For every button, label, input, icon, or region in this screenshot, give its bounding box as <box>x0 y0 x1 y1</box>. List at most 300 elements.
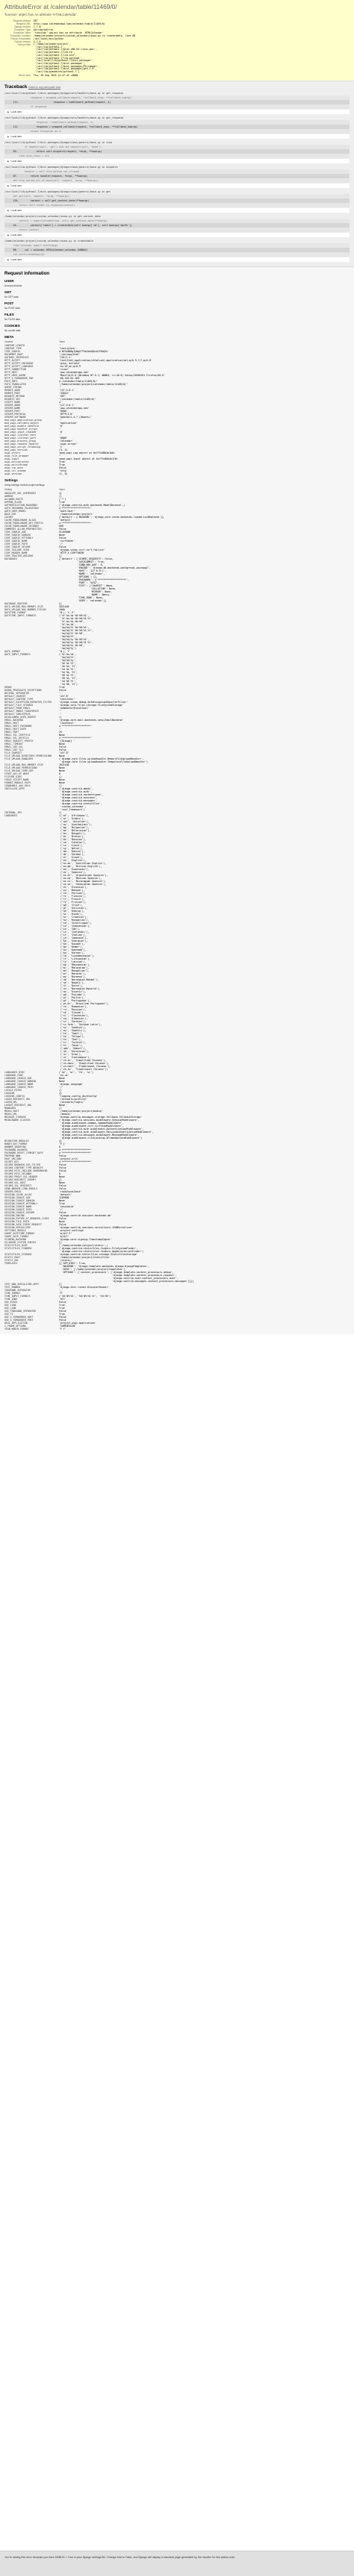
settings-row-value-text: None <box>59 1219 65 1223</box>
frame-context-before[interactable]: handler = self.http_method_not_allowed <box>4 169 350 174</box>
settings-row-value-text: None <box>59 1198 65 1202</box>
frame-context-before[interactable]: def get(self, request, *args, **kwargs): <box>4 194 350 198</box>
expand-triangle-icon: ▶ <box>7 134 10 138</box>
meta-row-value-text: 'www.calendarapp.com' <box>59 370 90 374</box>
meta-row-key: HTTP_HOST <box>4 370 18 374</box>
settings-row-key: DISALLOWED_USER_AGENTS <box>4 715 37 719</box>
settings-row-key: SEND_BROKEN_LINK_EMAILS <box>4 1187 38 1190</box>
summary-meta-value: /home/calendar/project/custom_calendar/views.py in createtable, line 88 <box>33 34 136 37</box>
local-vars-toggle[interactable] <box>4 257 350 262</box>
settings-row-key: DEBUG_PROPAGATE_EXCEPTIONS <box>4 688 42 692</box>
meta-row-value-text: 'www.calendarapp.com' <box>59 406 90 410</box>
traceback-frame <box>4 190 350 213</box>
frame-context-before[interactable]: context = super(CalendarView, self).get_context_data(**kwargs) <box>4 219 350 223</box>
meta-row-key: wsgi.version <box>4 472 22 475</box>
settings-row-key: CSRF_COOKIE_NAME <box>4 539 28 543</box>
settings-row-key: EMAIL_USE_SSL <box>4 745 23 748</box>
settings-row-value-text: None <box>59 781 65 784</box>
frames-list <box>4 92 350 262</box>
settings-row-value <box>59 557 350 602</box>
settings-row-key: X_FRAME_OPTIONS <box>4 1324 26 1328</box>
settings-row-value-text: 'utf-8' <box>59 751 69 754</box>
settings-row-value-text: 'F Y' <box>59 1327 66 1331</box>
local-vars-label: Local vars <box>10 257 22 261</box>
meta-row-value-text: '0' <box>59 424 63 428</box>
settings-row-value-text: 'django.contrib.messages.storage.fallback.FallbackStorage' <box>59 1115 143 1119</box>
settings-row-value-text: False <box>59 1222 66 1226</box>
summary-meta-value: AttributeError <box>33 28 54 31</box>
settings-row-key: USE_TZ <box>4 1312 13 1316</box>
settings-row-key: DECIMAL_SEPARATOR <box>4 691 29 695</box>
settings-row-value-text: None <box>59 533 65 537</box>
local-vars-toggle[interactable] <box>4 208 350 213</box>
settings-row-value-text: 'en-us' <box>59 1073 69 1077</box>
settings-row-value-text: '/' <box>59 542 63 545</box>
expand-triangle-icon: ▶ <box>7 184 10 187</box>
settings-row-value-text: [] <box>59 554 62 557</box>
settings-row-key: DATABASE_ROUTERS <box>4 601 28 605</box>
meta-row-key: HTTP_X_FORWARDED_FOR <box>4 376 34 380</box>
settings-row-value-text: [] <box>59 601 62 605</box>
settings-row-value-text: True <box>59 1303 65 1307</box>
settings-row-value-text: 'P' <box>59 1291 63 1295</box>
settings-row-value-text: 'sessionid' <box>59 1204 75 1208</box>
settings-row-key: CACHE_MIDDLEWARE_KEY_PREFIX <box>4 521 43 525</box>
settings-row-value-text: False <box>59 1163 66 1166</box>
settings-row-key: STATICFILES_FINDERS <box>4 1246 32 1250</box>
meta-row-key: mod_wsgi.application_group <box>4 418 42 422</box>
settings-row-key: SECURE_SSL_REDIRECT <box>4 1184 32 1187</box>
settings-row-value-text: ('django.contrib.staticfiles.finders.FileSystemFinder', 'django.contrib.staticfiles.finders.AppDirectoriesFinder') <box>59 1246 144 1253</box>
settings-row-value-text: () <box>59 494 62 498</box>
meta-row-value-text: (3, 4) <box>59 448 68 451</box>
settings-row-key: TEST_NON_SERIALIZED_APPS <box>4 1282 40 1286</box>
settings-row-key: AUTHENTICATION_BACKENDS <box>4 503 38 507</box>
local-vars-label: Local vars <box>10 134 22 138</box>
meta-row-value-text: '127.0.0.1' <box>59 388 75 392</box>
meta-row-value-text: 'close' <box>59 367 69 371</box>
settings-row-value-text: 'm/d/Y P' <box>59 1231 72 1235</box>
meta-row-key: mod_wsgi.process_group <box>4 439 37 443</box>
settings-row-key: FIRST_DAY_OF_WEEK <box>4 772 29 775</box>
settings-row-value-text: None <box>59 1079 65 1083</box>
settings-row-key: CSRF_FAILURE_VIEW <box>4 548 29 551</box>
settings-row-value-text: False <box>59 1154 66 1157</box>
settings-row-value-text: False <box>59 745 66 748</box>
meta-row <box>4 472 350 475</box>
settings-row-key: FILE_UPLOAD_TEMP_DIR <box>4 769 34 772</box>
settings-row-key: CSRF_COOKIE_DOMAIN <box>4 533 31 537</box>
settings-row-key: CSRF_HEADER_NAME <box>4 551 28 554</box>
settings-row-key: ABSOLUTE_URL_OVERRIDES <box>4 491 37 495</box>
error-title-prefix: AttributeError at <box>4 3 51 10</box>
settings-row-key: DATETIME_FORMAT <box>4 610 26 614</box>
settings-row-value-text: False <box>59 1187 66 1190</box>
settings-row-value-text: 1000 <box>59 607 65 611</box>
settings-row-value-text: 'django.views.debug.SafeExceptionReporterFilter' <box>59 700 128 704</box>
settings-row-key: TIME_ZONE <box>4 1297 18 1301</box>
settings-row-key: SESSION_COOKIE_NAME <box>4 1204 32 1208</box>
settings-row-key: TEMPLATES <box>4 1261 18 1265</box>
settings-row-value-text: ('django.core.files.uploadhandler.MemoryFileUploadHandler', 'django.core.files.uploadhandler.TemporaryFileUploadHandler') <box>59 757 148 763</box>
meta-row-key: PATH_TRANSLATED <box>4 382 26 386</box>
local-vars-toggle[interactable] <box>4 110 350 114</box>
frame-context-before[interactable]: response = middleware_method(request, e) <box>4 120 350 125</box>
settings-row-value-text: False <box>59 1300 66 1304</box>
settings-row-key: CSRF_COOKIE_PATH <box>4 542 28 545</box>
settings-row-value-text: 'django.core.files.storage.FileSystemStorage' <box>59 703 124 707</box>
frame-context-before[interactable]: from calendar import monthrange <box>4 243 350 248</box>
settings-row-key: FILE_CHARSET <box>4 751 22 754</box>
traceback-frame <box>4 166 350 188</box>
meta-row-key: mod_wsgi.listener_port <box>4 436 37 440</box>
frame-location: /home/calendar/project/custom_calendar/views.py in createtable <box>4 239 93 243</box>
meta-row-value-text: u'WfGx8N8gJyWq1TT9xUxkAQOcbCf8hQZs' <box>59 349 110 353</box>
settings-row-key: DATA_UPLOAD_MAX_MEMORY_SIZE <box>4 604 43 608</box>
summary-meta-key: Exception Value: <box>13 31 31 34</box>
local-vars-label: Local vars <box>10 233 22 237</box>
settings-row-value-text: 'webmaster@localhost' <box>59 706 90 710</box>
settings-row-value-text: 'HTTP_X_CSRFTOKEN' <box>59 551 85 554</box>
frame-context-after[interactable]: def http_method_not_allowed(self, request, *args, **kwargs): <box>4 178 350 183</box>
frame-location: /usr/local/lib/python2.7/dist-packages/django/core/handlers/base.py in get_response <box>4 116 124 119</box>
settings-row-value-text: '' <box>59 727 62 731</box>
settings-row-key: CSRF_COOKIE_AGE <box>4 530 26 534</box>
settings-row-key: EMAIL_TIMEOUT <box>4 742 23 745</box>
settings-row-value-text: False <box>59 1309 66 1313</box>
settings-row-key: STATIC_ROOT <box>4 1255 21 1259</box>
settings-row-key: SECURE_HSTS_INCLUDE_SUBDOMAINS <box>4 1169 48 1172</box>
frame-context-after[interactable]: except Exception as e: <box>4 129 350 134</box>
meta-row-key: wsgi.run_once <box>4 466 23 469</box>
meta-row-key: GATEWAY_INTERFACE <box>4 355 29 359</box>
summary-meta-key: Python Executable: <box>10 37 31 40</box>
settings-row-value-text: {} <box>59 1091 62 1095</box>
settings-row <box>4 814 350 1071</box>
settings-row-key: SESSION_COOKIE_HTTPONLY <box>4 1201 38 1205</box>
summary-meta-value: 1.7.8 <box>33 25 41 28</box>
meta-row-value-text: 'wsgi-script' <box>59 442 78 446</box>
python-path-label: Python Path: <box>17 43 31 46</box>
meta-row-value-text: '' <box>59 427 62 431</box>
settings-row-key: SESSION_SERIALIZER <box>4 1225 31 1229</box>
frame-context-after[interactable]: return self.render_to_response(context) <box>4 203 350 207</box>
settings-row-value-text: '/accounts/login/' <box>59 1100 85 1104</box>
frame-context-line: 111. response = wrapped_callback(request, *callback_args, **callback_kwargs) <box>4 125 350 129</box>
settings-row-value-text: False <box>59 1166 66 1169</box>
settings-row-key: SESSION_FILE_PATH <box>4 1219 29 1223</box>
settings-row-value-text: 'django.contrib.sessions.serializers.JSONSerializer' <box>59 1225 134 1229</box>
settings-row-key: USE_I18N <box>4 1303 16 1307</box>
settings-row-key: LOCALE_PATHS <box>4 1088 22 1092</box>
expand-triangle-icon: ▶ <box>7 233 10 237</box>
settings-row-key: LOGIN_URL <box>4 1100 18 1104</box>
settings-row-key: NUMBER_GROUPING <box>4 1145 26 1148</box>
settings-module-note: Using settings module project.settings <box>4 483 45 487</box>
settings-row-value-text: 'project.wsgi.application' <box>59 1321 96 1325</box>
summary-meta-key: Python Version: <box>14 40 31 43</box>
settings-row-key: EMAIL_HOST <box>4 721 19 725</box>
settings-row-value-text: True <box>59 1306 65 1310</box>
settings-row-key: SECRET_KEY <box>4 1160 19 1163</box>
switch-view-link[interactable]: Switch to copy-and-paste view <box>28 85 61 89</box>
settings-row-key: USE_X_FORWARDED_PORT <box>4 1318 34 1322</box>
meta-row-value-text: '43810' <box>59 391 69 395</box>
settings-row-key: SECURE_PROXY_SSL_HEADER <box>4 1175 38 1178</box>
frame-location: /usr/local/lib/python2.7/dist-packages/django/views/generic/base.py in view <box>4 140 112 144</box>
settings-row-key: WSGI_APPLICATION <box>4 1321 28 1325</box>
meta-row-key: mod_wsgi.script_reloading <box>4 445 40 448</box>
settings-row-value-text: '' <box>59 712 62 716</box>
settings-row-key: SECURE_BROWSER_XSS_FILTER <box>4 1163 40 1166</box>
settings-row-value-text: ('%H:%M:%S', '%H:%M:%S.%f', '%H:%M') <box>59 1294 111 1298</box>
local-vars-label: Local vars <box>10 184 22 187</box>
frame-context-after[interactable]: cal.setfirstweekday(6) <box>4 252 350 257</box>
settings-row-value-text: None <box>59 1181 65 1184</box>
meta-row-key: CSRF_COOKIE <box>4 349 21 353</box>
meta-row-key: wsgi.errors <box>4 451 21 454</box>
settings-row-value-text: False <box>59 527 66 531</box>
frame-context-after[interactable]: view.view_class = cls <box>4 154 350 158</box>
settings-row-value-text: u'********************' <box>59 506 93 510</box>
settings-row-value-text: 'default' <box>59 518 72 522</box>
settings-row-value-text: 600 <box>59 524 63 528</box>
settings-row-key: CSRF_TRUSTED_ORIGINS <box>4 554 34 557</box>
settings-row-key: USE_ETAGS <box>4 1300 18 1304</box>
settings-row-key: EMAIL_BACKEND <box>4 718 23 722</box>
settings-row-value-text: 'logging.config.dictConfig' <box>59 1094 98 1098</box>
settings-row-value-text: False <box>59 1184 66 1187</box>
frame-context-line: 44. context['table'] = createtable(self.kwargs['id'], self.kwargs['month']) <box>4 223 350 228</box>
settings-row-value-text: None <box>59 1076 65 1080</box>
meta-row-value-text: '/var/www/html' <box>59 352 81 356</box>
meta-row-value-text: 'HTTP/1.0' <box>59 412 74 416</box>
settings-row-value-text: 31449600 <box>59 530 71 534</box>
get-heading: GET <box>4 290 12 294</box>
settings-row-value-text: 'text/html' <box>59 697 75 701</box>
request-info-section <box>0 267 354 1334</box>
meta-row-value-text: u'' <box>59 400 63 404</box>
settings-row-key: MEDIA_ROOT <box>4 1109 19 1113</box>
local-vars-toggle[interactable] <box>4 233 350 237</box>
summary-meta-value: http://www.calendarapp.com/calendar/table/11469/0/ <box>33 22 105 25</box>
meta-row-value-text: True <box>59 463 65 466</box>
settings-row-value-text: ['*'] <box>59 497 66 501</box>
settings-row-value-text: False <box>59 545 66 548</box>
settings-row-key: STATICFILES_STORAGE <box>4 1252 32 1256</box>
settings-row-key: DEFAULT_FROM_EMAIL <box>4 706 31 710</box>
meta-row-value-text: <mod_wsgi.Input object at 0x7f3c88d4e1f0> <box>59 457 118 460</box>
settings-row-key: EMAIL_HOST_USER <box>4 727 26 731</box>
meta-row-value-text: '' <box>59 433 62 437</box>
meta-heading: META <box>4 334 14 339</box>
settings-row-key: DEFAULT_FILE_STORAGE <box>4 703 34 707</box>
frame-context-after[interactable]: if response: <box>4 104 350 109</box>
settings-row-key: DEFAULT_INDEX_TABLESPACE <box>4 709 40 713</box>
local-vars-toggle[interactable] <box>4 184 350 188</box>
meta-row-value-text: 'gzip, deflate' <box>59 361 81 365</box>
meta-row-key: SERVER_PROTOCOL <box>4 412 26 416</box>
settings-row-key: SECURE_SSL_HOST <box>4 1181 26 1184</box>
meta-row-key: HTTP_CONNECTION <box>4 367 26 371</box>
summary-meta-key: Request Method: <box>13 19 31 22</box>
settings-row-value-text: 'default' <box>59 1192 72 1196</box>
settings-row-key: LOGIN_REDIRECT_URL <box>4 1097 31 1101</box>
settings-row-key: EMAIL_SSL_CERTFILE <box>4 733 31 737</box>
settings-row-value-text: False <box>59 688 66 692</box>
frame-context-before[interactable]: if hasattr(self, 'get') and not hasattr(self, 'head'): <box>4 145 350 149</box>
meta-row-key: SERVER_NAME <box>4 406 21 410</box>
post-heading: POST <box>4 301 14 305</box>
settings-row-key: SETTINGS_MODULE <box>4 1228 26 1232</box>
meta-row-value-text: '/home/calendar/project/calendar/table/11469/0/' <box>59 382 128 386</box>
server-time-value: Thu, 28 Aug 2016 14:47:42 +0000 <box>33 73 78 77</box>
settings-row-value <box>59 1119 350 1139</box>
settings-row-key: YEAR_MONTH_FORMAT <box>4 1327 29 1331</box>
settings-row-value-text: 'root@localhost' <box>59 1189 82 1193</box>
frame-location: /usr/local/lib/python2.7/dist-packages/django/views/generic/base.py in get <box>4 190 111 193</box>
settings-row-value-text: '.' <box>59 691 63 695</box>
settings-row-key: APPEND_SLASH <box>4 500 22 504</box>
traceback-section <box>0 81 354 267</box>
expand-triangle-icon: ▶ <box>7 159 10 163</box>
exception-value: 'function' object has no attribute 'HTMLCalendar' <box>4 13 77 16</box>
settings-row-value-text: {'default': {'ATOMIC_REQUESTS': False, 'AUTOCOMMIT': True, 'CONN_MAX_AGE': 0, 'ENGINE': 'django.db.backends.postgresql_psycopg2', 'HOST': '127.0.0.1', 'NAME': 'calendar', 'OPTIONS': {}, 'PASSWORD': u'********************', 'PORT': '5432', 'TEST': {'CHARSET': None, 'COLLATION': None, 'MIRROR': None, 'NAME': None}, 'TIME_ZONE': None, 'USER': 'calendar'}} <box>59 557 151 602</box>
settings-row-key: SESSION_COOKIE_AGE <box>4 1195 31 1199</box>
settings-row-value-text: ('he', 'ar', 'fa', 'ur') <box>59 1070 94 1074</box>
settings-row-key: MIDDLEWARE_CLASSES <box>4 1118 31 1122</box>
settings-row-value-text: 'auth.User' <box>59 509 75 513</box>
meta-row-key: wsgi.url_scheme <box>4 469 26 472</box>
settings-row-value-text: '[Django] ' <box>59 739 75 743</box>
meta-row-value-text: 'application' <box>59 421 78 425</box>
settings-row-key: BASE_DIR <box>4 512 16 516</box>
frame-location: /usr/local/lib/python2.7/dist-packages/django/views/generic/base.py in dispatch <box>4 165 118 169</box>
traceback-frame <box>4 215 350 237</box>
meta-row-value-text: True <box>59 460 65 463</box>
meta-row-value-text: '' <box>59 418 62 422</box>
meta-row-value-text: 'calendar' <box>59 439 74 443</box>
settings-row-key: ROOT_URLCONF <box>4 1157 22 1160</box>
meta-row-value-text: u'/calendar/table/11469/0/' <box>59 379 98 383</box>
meta-row-key: PATH_INFO <box>4 379 18 383</box>
meta-row-key: mod_wsgi.request_handler <box>4 442 40 446</box>
settings-row-value-text: () <box>59 775 62 778</box>
frame-context-after[interactable]: return context <box>4 228 350 232</box>
settings-row-key: TIME_INPUT_FORMATS <box>4 1294 31 1298</box>
frame-location: /usr/local/lib/python2.7/dist-packages/django/core/handlers/base.py in get_response <box>4 91 124 95</box>
settings-row <box>4 757 350 763</box>
settings-row-value-text: u'********************' <box>59 1160 93 1163</box>
meta-row-key: CONTENT_LENGTH <box>4 343 25 347</box>
meta-row-value-text: (1, 0) <box>59 472 68 475</box>
settings-row-key: SIGNING_BACKEND <box>4 1237 26 1241</box>
settings-row-key: FILE_UPLOAD_DIRECTORY_PERMISSIONS <box>4 754 52 757</box>
settings-row-value-text: True <box>59 1312 65 1316</box>
local-vars-toggle[interactable] <box>4 134 350 139</box>
settings-row-value-text: 'utf-8' <box>59 694 69 698</box>
settings-row-key: SHORT_DATETIME_FORMAT <box>4 1231 35 1235</box>
settings-row-key: IGNORABLE_404_URLS <box>4 784 31 787</box>
settings-row-key: SILENCED_SYSTEM_CHECKS <box>4 1240 37 1244</box>
meta-row-value-text: 'Mozilla/5.0 (Windows NT 6.1; WOW64; rv:40.0) Gecko/20100101 Firefox/40.0' <box>59 373 166 377</box>
local-vars-label: Local vars <box>10 208 22 212</box>
settings-row-key: AUTH_USER_MODEL <box>4 509 26 513</box>
settings-row-value <box>59 653 350 686</box>
settings-row-value-text: '/home/calendar/project/media/' <box>59 1109 104 1113</box>
settings-row-key: STATICFILES_DIRS <box>4 1243 28 1247</box>
meta-row-value-text: '' <box>59 343 62 347</box>
settings-row-key: DEFAULT_EXCEPTION_REPORTER_FILTER <box>4 700 52 704</box>
settings-row-key: USE_X_FORWARDED_HOST <box>4 1315 34 1319</box>
settings-row-key: SESSION_COOKIE_DOMAIN <box>4 1198 35 1202</box>
frame-context-before[interactable]: response = wrapped_callback(request, *callback_args, **callback_kwargs) <box>4 96 350 100</box>
settings-row <box>4 1247 350 1253</box>
settings-row-key: STATIC_URL <box>4 1258 19 1262</box>
settings-row-value-text: 'django.contrib.sessions.backends.db' <box>59 1213 113 1217</box>
local-vars-label: Local vars <box>10 159 22 163</box>
settings-row-value-text: True <box>59 500 65 504</box>
settings-row-value-text: [] <box>59 1178 62 1181</box>
settings-row-key: LOGGING <box>4 1091 15 1095</box>
post-value: No POST data <box>4 306 20 310</box>
settings-row <box>4 653 350 686</box>
settings-row-value-text: '/accounts/profile/' <box>59 1097 88 1101</box>
meta-row-value-text: 'en-US,en;q=0.5' <box>59 364 82 368</box>
settings-setting-header: Setting <box>4 487 12 491</box>
settings-row-value-text: 'django.core.mail.backends.smtp.EmailBackend' <box>59 718 124 722</box>
settings-row-value-text: None <box>59 1103 65 1107</box>
traceback-frame <box>4 141 350 163</box>
frame-location: /home/calendar/project/custom_calendar/views.py in get_context_data <box>4 214 101 218</box>
frame-context-line: 154. context = self.get_context_data(**kwargs) <box>4 198 350 203</box>
settings-table <box>4 488 350 1331</box>
settings-row-value-text: 'SAMEORIGIN' <box>59 1324 77 1328</box>
settings-row-value-text: None <box>59 754 65 757</box>
settings-row-value-text: u'********************' <box>59 1148 93 1151</box>
local-vars-toggle[interactable] <box>4 159 350 163</box>
settings-row-key: PASSWORD_RESET_TIMEOUT_DAYS <box>4 1151 43 1154</box>
settings-row-value-text: None <box>59 778 65 781</box>
settings-row-key: SECURE_REDIRECT_EXEMPT <box>4 1178 37 1181</box>
settings-value-header: Value <box>59 487 65 491</box>
settings-row-key: LANGUAGE_COOKIE_DOMAIN <box>4 1079 37 1083</box>
settings-row-value-text: 'project.settings' <box>59 1228 85 1232</box>
meta-row-value-text: '' <box>59 454 62 457</box>
settings-row-key: INTERNAL_IPS <box>4 810 22 814</box>
settings-row-value-text: u'********************' <box>59 1151 93 1154</box>
meta-row-key: SERVER_SOFTWARE <box>4 415 26 419</box>
settings-row-value-text: ',' <box>59 1288 63 1292</box>
meta-variable-header: Variable <box>4 340 13 343</box>
settings-row-key: CSRF_COOKIE_SECURE <box>4 545 31 548</box>
settings-row-value-text: u'********************' <box>59 736 93 740</box>
summary-meta-value: /usr/local/bin/python <box>33 37 64 40</box>
settings-row-value-text: False <box>59 1318 66 1322</box>
settings-row-value-text: 'm/d/Y' <box>59 1234 69 1238</box>
settings-heading: Settings <box>4 478 18 482</box>
settings-row-value-text: ('django.contrib.sessions.middleware.SessionMiddleware', 'django.middleware.common.CommonMiddleware', 'django.middleware.csrf.CsrfViewMiddleware', 'django.contrib.auth.middleware.AuthenticationMiddleware', 'django.contrib.auth.middleware.SessionAuthenticationMiddleware', 'django.contrib.messages.middleware.MessageMiddleware', 'django.middleware.clickjacking.XFrameOptionsMiddleware') <box>59 1118 154 1139</box>
summary-meta-value: GET <box>33 19 38 22</box>
settings-row-value-text: 0 <box>59 772 60 775</box>
settings-row-key: SESSION_COOKIE_PATH <box>4 1207 32 1211</box>
settings-row-key: LOGOUT_REDIRECT_URL <box>4 1103 32 1107</box>
settings-row <box>4 1262 350 1283</box>
settings-row-key: EMAIL_SUBJECT_PREFIX <box>4 739 34 743</box>
settings-row-value-text: () <box>59 810 62 814</box>
cookies-value: No cookie data <box>4 328 21 332</box>
settings-row-key: FORCE_SCRIPT_NAME <box>4 778 29 781</box>
